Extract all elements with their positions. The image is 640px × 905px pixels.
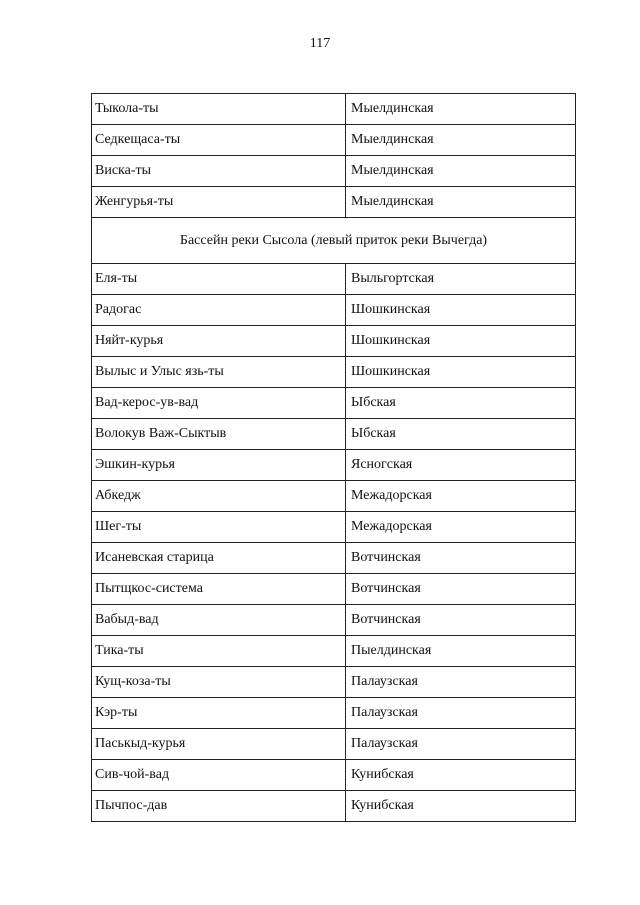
- territory-name: Вотчинская: [346, 574, 576, 605]
- water-body-name: Сив-чой-вад: [92, 760, 346, 791]
- table-row: [92, 264, 576, 295]
- water-body-name: Женгурья-ты: [92, 187, 346, 218]
- table-row: [92, 357, 576, 388]
- table-row: [92, 326, 576, 357]
- table-row: [92, 543, 576, 574]
- water-body-name: Еля-ты: [92, 264, 346, 295]
- territory-name: Межадорская: [346, 512, 576, 543]
- territory-name: Шошкинская: [346, 357, 576, 388]
- table-row: [92, 729, 576, 760]
- table-row: [92, 760, 576, 791]
- territory-name: Мыелдинская: [346, 156, 576, 187]
- territory-name: Палаузская: [346, 698, 576, 729]
- territory-name: Мыелдинская: [346, 125, 576, 156]
- water-body-name: Пычпос-дав: [92, 791, 346, 822]
- table-row: [92, 667, 576, 698]
- territory-name: Ыбская: [346, 419, 576, 450]
- territory-name: Ыбская: [346, 388, 576, 419]
- table-row: [92, 187, 576, 218]
- page-number: 117: [309, 36, 331, 51]
- water-body-name: Волокув Важ-Сыктыв: [92, 419, 346, 450]
- table-row: [92, 481, 576, 512]
- water-body-name: Паськыд-курья: [92, 729, 346, 760]
- water-body-name: Вабыд-вад: [92, 605, 346, 636]
- water-body-name: Радогас: [92, 295, 346, 326]
- territory-name: Палаузская: [346, 729, 576, 760]
- water-body-name: Кущ-коза-ты: [92, 667, 346, 698]
- water-body-name: Кэр-ты: [92, 698, 346, 729]
- water-body-name: Вылыс и Улыс язь-ты: [92, 357, 346, 388]
- territory-name: Ясногская: [346, 450, 576, 481]
- territory-name: Кунибская: [346, 791, 576, 822]
- territory-name: Кунибская: [346, 760, 576, 791]
- water-body-name: Эшкин-курья: [92, 450, 346, 481]
- water-body-name: Тыкола-ты: [92, 94, 346, 125]
- table-row: [92, 94, 576, 125]
- table-row: [92, 574, 576, 605]
- water-body-name: Седкещаса-ты: [92, 125, 346, 156]
- water-body-name: Пытщкос-система: [92, 574, 346, 605]
- table-row: [92, 698, 576, 729]
- table-row: [92, 156, 576, 187]
- table-row: [92, 605, 576, 636]
- territory-name: Палаузская: [346, 667, 576, 698]
- territory-name: Вотчинская: [346, 543, 576, 574]
- table-row: [92, 791, 576, 822]
- water-body-name: Шег-ты: [92, 512, 346, 543]
- section-heading-row: [92, 218, 576, 264]
- water-body-name: Абкедж: [92, 481, 346, 512]
- table-body-top: [92, 94, 576, 218]
- section-heading: Бассейн реки Сысола (левый приток реки Вычегда): [92, 218, 576, 264]
- territory-name: Шошкинская: [346, 326, 576, 357]
- water-body-name: Виска-ты: [92, 156, 346, 187]
- territory-name: Выльгортская: [346, 264, 576, 295]
- territory-name: Вотчинская: [346, 605, 576, 636]
- table-row: [92, 388, 576, 419]
- territory-name: Межадорская: [346, 481, 576, 512]
- water-body-name: Вад-керос-ув-вад: [92, 388, 346, 419]
- table-row: [92, 295, 576, 326]
- water-body-name: Тика-ты: [92, 636, 346, 667]
- table-row: [92, 450, 576, 481]
- table-row: [92, 636, 576, 667]
- table-row: [92, 419, 576, 450]
- territory-name: Пыелдинская: [346, 636, 576, 667]
- table-row: [92, 512, 576, 543]
- table-row: [92, 125, 576, 156]
- water-bodies-table: [91, 93, 576, 822]
- water-body-name: Няйт-курья: [92, 326, 346, 357]
- territory-name: Мыелдинская: [346, 94, 576, 125]
- water-body-name: Исаневская старица: [92, 543, 346, 574]
- territory-name: Шошкинская: [346, 295, 576, 326]
- table-body-bottom: [92, 264, 576, 822]
- territory-name: Мыелдинская: [346, 187, 576, 218]
- table-section: [92, 218, 576, 264]
